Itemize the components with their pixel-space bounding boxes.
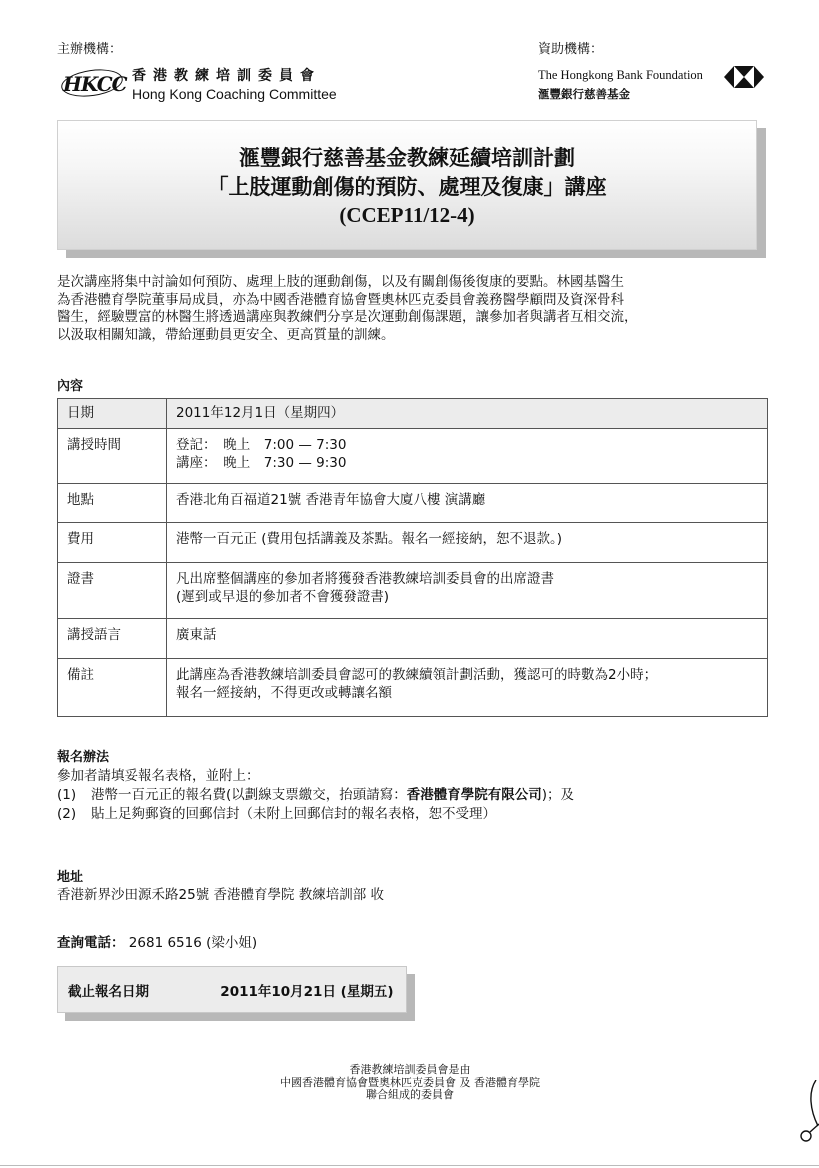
row-label: 地點 [58, 484, 167, 523]
footer-line-1: 香港教練培訓委員會是由 [349, 1063, 471, 1076]
registration-section [57, 767, 777, 824]
hkcc-logo-text: HKCC [63, 72, 127, 96]
row-label: 備註 [58, 659, 167, 717]
enquiry-line [57, 934, 257, 953]
deadline-label: 截止報名日期 [68, 984, 149, 1000]
row-value: 2011年12月1日（星期四） [167, 399, 768, 429]
enquiry-phone: 2681 6516 (梁小姐) [128, 935, 258, 951]
hkcc-logo [57, 64, 127, 100]
table-row [58, 484, 768, 523]
footer-note [160, 1064, 660, 1102]
sponsor-name-en: The Hongkong Bank Foundation [538, 68, 703, 82]
row-value: 凡出席整個講座的參加者將獲發香港教練培訓委員會的出席證書 (遲到或早退的參加者不會獲發證書) [167, 563, 768, 619]
row-value: 此講座為香港教練培訓委員會認可的教練續領計劃活動，獲認可的時數為2小時； 報名一經接納，不得更改或轉讓名額 [167, 659, 768, 717]
table-row [58, 399, 768, 429]
enquiry-label: 查詢電話： [57, 935, 125, 951]
intro-paragraph [57, 274, 777, 344]
row-label: 證書 [58, 563, 167, 619]
row-value: 登記： 晚上 7:00 — 7:30 講座： 晚上 7:30 — 9:30 [167, 429, 768, 484]
intro-line: 為香港體育學院董事局成員，亦為中國香港體育協會暨奧林匹克委員會義務醫學顧問及資深骨科 [57, 291, 624, 308]
footer-line-3: 聯合組成的委員會 [366, 1088, 454, 1101]
organizer-name-cn: 香港教練培訓委員會 [132, 68, 321, 84]
registration-intro: 參加者請填妥報名表格，並附上： [57, 768, 260, 784]
table-row [58, 523, 768, 563]
deadline-value: 2011年10月21日 (星期五) [220, 984, 394, 1000]
table-row [58, 619, 768, 659]
title-line-1: 滙豐銀行慈善基金教練延續培訓計劃 [239, 145, 575, 170]
registration-item-1: (1) 港幣一百元正的報名費(以劃線支票繳交，抬頭請寫：香港體育學院有限公司)；及 [57, 787, 575, 803]
row-label: 講授時間 [58, 429, 167, 484]
intro-line: 是次講座將集中討論如何預防、處理上肢的運動創傷，以及有關創傷後復康的要點。林國基醫生 [57, 274, 624, 290]
organizer-label: 主辦機構： [57, 42, 123, 57]
row-value: 廣東話 [167, 619, 768, 659]
row-label: 日期 [58, 399, 167, 429]
intro-line: 以汲取相關知識，帶給運動員更安全、更高質量的訓練。 [57, 326, 395, 343]
row-value: 香港北角百福道21號 香港青年協會大廈八樓 演講廳 [167, 484, 768, 523]
content-table [57, 398, 768, 717]
title-code: (CCEP11/12-4) [339, 203, 475, 227]
intro-line: 醫生，經驗豐富的林醫生將透過講座與教練們分享是次運動創傷課題，讓參加者與講者互相交流， [57, 309, 638, 325]
hexagon-logo-icon [724, 66, 764, 88]
cut-line [0, 1165, 819, 1166]
registration-item-2: (2) 貼上足夠郵資的回郵信封（未附上回郵信封的報名表格，恕不受理） [57, 806, 496, 822]
address-heading: 地址 [57, 870, 84, 885]
row-label: 講授語言 [58, 619, 167, 659]
title-line-2: 「上肢運動創傷的預防、處理及復康」講座 [207, 174, 607, 199]
scissors-icon [796, 1080, 819, 1146]
footer-line-2: 中國香港體育協會暨奧林匹克委員會 及 香港體育學院 [280, 1075, 540, 1089]
registration-heading: 報名辦法 [57, 750, 110, 765]
content-heading: 內容 [57, 379, 84, 394]
table-row [58, 429, 768, 484]
deadline-box [57, 966, 407, 1013]
organizer-name-en: Hong Kong Coaching Committee [132, 86, 337, 102]
title-box [57, 120, 757, 250]
table-row [58, 563, 768, 619]
table-row [58, 659, 768, 717]
row-label: 費用 [58, 523, 167, 563]
sponsor-label: 資助機構： [538, 42, 604, 57]
sponsor-name-cn: 滙豐銀行慈善基金 [538, 87, 630, 101]
row-value: 港幣一百元正 (費用包括講義及茶點。報名一經接納，恕不退款。) [167, 523, 768, 563]
address-text: 香港新界沙田源禾路25號 香港體育學院 教練培訓部 收 [57, 887, 385, 903]
